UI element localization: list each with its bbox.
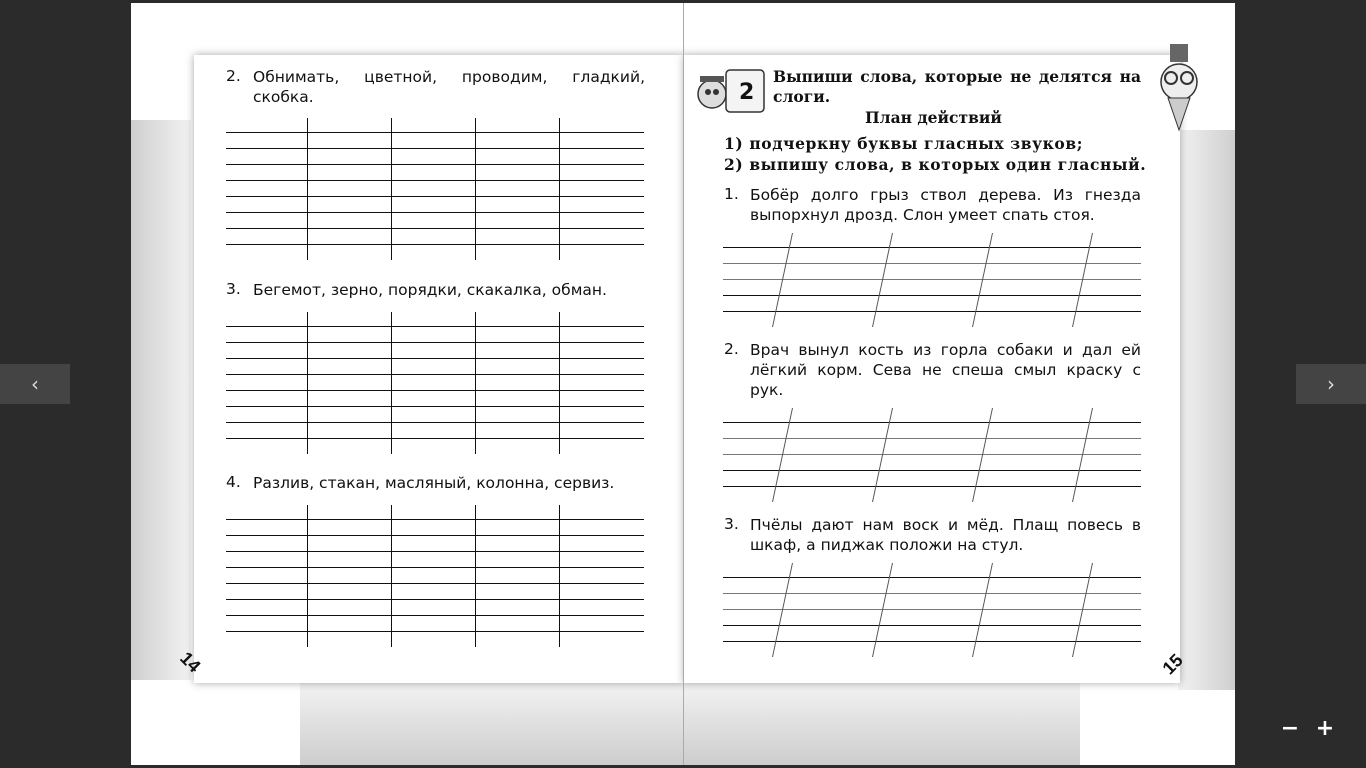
task-number: 3. <box>226 280 241 298</box>
zoom-in-button[interactable] <box>1313 716 1337 740</box>
task-text: Бегемот, зерно, порядки, скакалка, обман. <box>253 281 607 299</box>
task-number: 2. <box>226 67 241 85</box>
task-number: 1. <box>724 185 739 203</box>
page-number-left: 14 <box>176 647 205 677</box>
prev-page-button[interactable] <box>0 364 70 404</box>
task-number: 2. <box>724 340 739 358</box>
pencil-character-icon <box>1150 42 1208 132</box>
chevron-left-icon: ‹ <box>31 372 39 396</box>
task-text: Врач вынул кость из горла собаки и дал ей лёгкий корм. Сева не спеша смыл краску с рук. <box>750 341 1141 399</box>
task-number: 4. <box>226 473 241 491</box>
chevron-right-icon: › <box>1327 372 1335 396</box>
page-number-right: 15 <box>1158 649 1187 679</box>
plus-icon: + <box>1315 715 1335 741</box>
zoom-out-button[interactable] <box>1278 716 1302 740</box>
left-sheet <box>194 55 683 683</box>
task-text: Бобёр долго грыз ствол дерева. Из гнезда выпорхнул дрозд. Слон умеет спать стоя. <box>750 186 1141 224</box>
bottom-decoration <box>300 680 1080 765</box>
right-margin-decoration <box>1178 130 1235 690</box>
task-text: Пчёлы дают нам воск и мёд. Плащ повесь в шкаф, а пиджак положи на стул. <box>750 516 1141 554</box>
plan-step: 1) подчеркну буквы гласных звуков; <box>724 134 1084 153</box>
pencil-mascot-icon <box>696 66 768 116</box>
next-page-button[interactable] <box>1296 364 1366 404</box>
exercise-instruction: Выпиши слова, которые не делятся на слоги. <box>773 67 1141 106</box>
minus-icon: − <box>1280 715 1300 741</box>
plan-title: План действий <box>865 108 1002 127</box>
plan-step: 2) выпишу слова, в которых один гласный. <box>724 155 1147 174</box>
task-text: Обнимать, цветной, проводим, гладкий, скобка. <box>253 68 645 106</box>
exercise-number: 2 <box>739 80 755 105</box>
task-number: 3. <box>724 515 739 533</box>
left-margin-decoration <box>131 120 191 680</box>
task-text: Разлив, стакан, масляный, колонна, сервиз. <box>253 474 615 492</box>
exercise-badge <box>696 66 768 120</box>
book-spine <box>683 3 684 765</box>
